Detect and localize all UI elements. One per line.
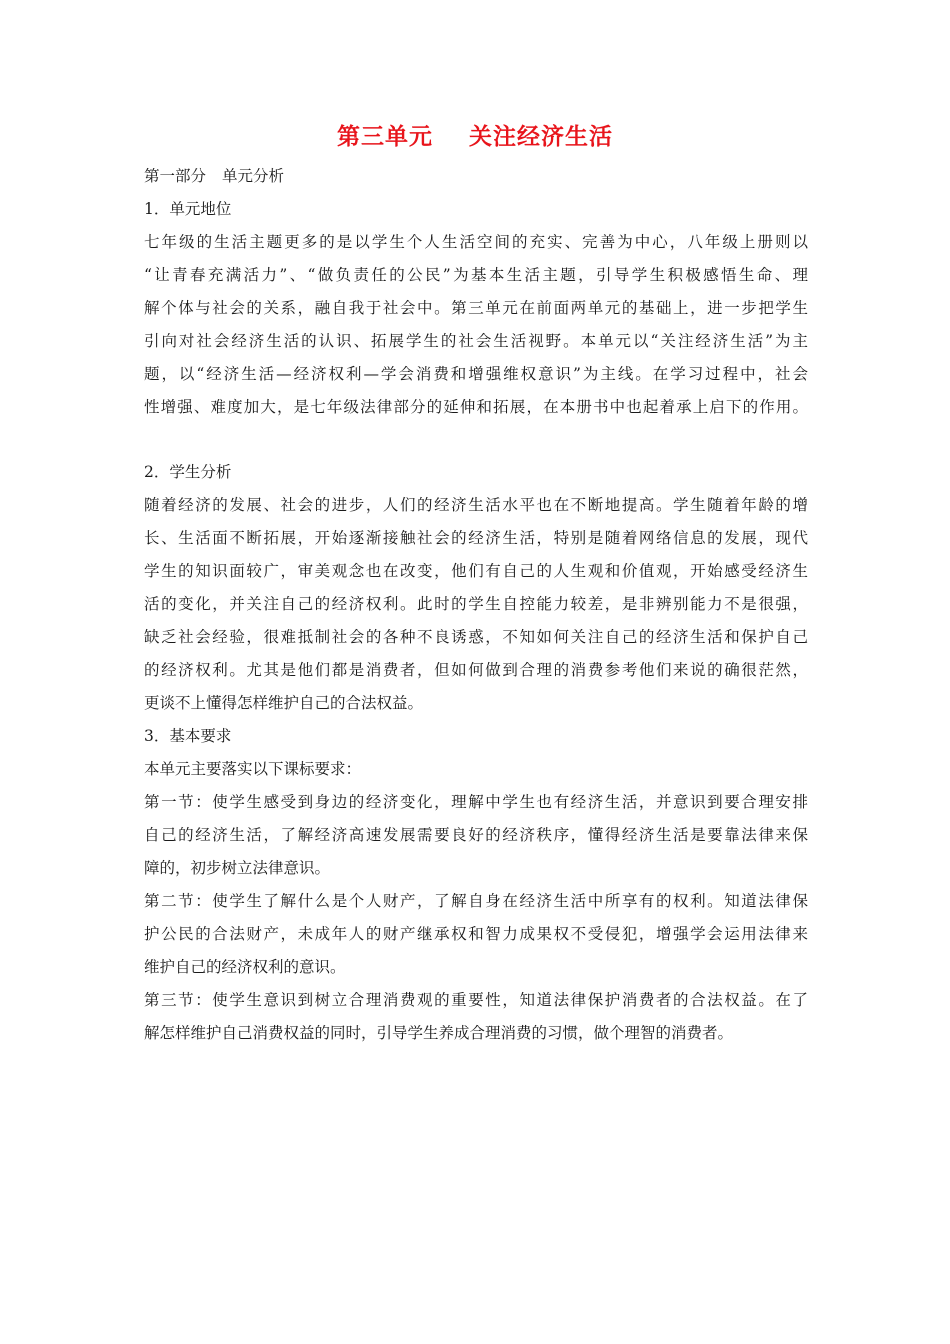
paragraph-line: 护公民的合法财产，未成年人的财产继承权和智力成果权不受侵犯，增强学会运用法律来 (144, 925, 808, 943)
paragraph-line: 第二节：使学生了解什么是个人财产，了解自身在经济生活中所享有的权利。知道法律保 (144, 892, 808, 910)
paragraph-line: 更谈不上懂得怎样维护自己的合法权益。 (144, 694, 424, 712)
paragraph-line: 性增强、难度加大，是七年级法律部分的延伸和拓展，在本册书中也起着承上启下的作用。 (144, 398, 808, 416)
paragraph-line: 活的变化，并关注自己的经济权利。此时的学生自控能力较差，是非辨别能力不是很强， (144, 595, 808, 613)
paragraph-line: 七年级的生活主题更多的是以学生个人生活空间的充实、完善为中心，八年级上册则以 (144, 233, 808, 251)
paragraph-line: 长、生活面不断拓展，开始逐渐接触社会的经济生活，特别是随着网络信息的发展，现代 (144, 529, 808, 547)
part-heading-text: 单元分析 (222, 167, 285, 185)
requirements-intro: 本单元主要落实以下课标要求： (144, 760, 362, 778)
section-heading-student-analysis: 2．学生分析 (144, 463, 232, 481)
title-topic: 关注经济生活 (469, 124, 613, 150)
paragraph-line: 缺乏社会经验，很难抵制社会的各种不良诱惑，不知如何关注自己的经济生活和保护自己 (144, 628, 808, 646)
paragraph-line: 学生的知识面较广，审美观念也在改变，他们有自己的人生观和价值观，开始感受经济生 (144, 562, 808, 580)
paragraph-line: 解个体与社会的关系，融自我于社会中。第三单元在前面两单元的基础上，进一步把学生 (144, 299, 808, 317)
paragraph-line: 题，以“经济生活—经济权利—学会消费和增强维权意识”为主线。在学习过程中，社会 (144, 365, 808, 383)
title-unit: 第三单元 (337, 124, 433, 150)
section-spacer (144, 424, 808, 456)
paragraph-line: 解怎样维护自己消费权益的同时，引导学生养成合理消费的习惯，做个理智的消费者。 (144, 1024, 734, 1042)
paragraph-line: 障的，初步树立法律意识。 (144, 859, 331, 877)
paragraph-line: 的经济权利。尤其是他们都是消费者，但如何做到合理的消费参考他们来说的确很茫然， (144, 661, 808, 679)
paragraph-line: 维护自己的经济权利的意识。 (144, 958, 346, 976)
part-heading (144, 160, 808, 193)
section-heading-basic-requirements: 3．基本要求 (144, 727, 232, 745)
paragraph-line: 第一节：使学生感受到身边的经济变化，理解中学生也有经济生活，并意识到要合理安排 (144, 793, 808, 811)
section-heading-unit-position: 1．单元地位 (144, 200, 232, 218)
paragraph-line: 随着经济的发展、社会的进步，人们的经济生活水平也在不断地提高。学生随着年龄的增 (144, 496, 808, 514)
document-body (144, 160, 808, 1050)
paragraph-line: 自己的经济生活，了解经济高速发展需要良好的经济秩序，懂得经济生活是要靠法律来保 (144, 826, 808, 844)
part-heading-number: 第一部分 (144, 167, 207, 185)
paragraph-line: “让青春充满活力”、“做负责任的公民”为基本生活主题，引导学生积极感悟生命、理 (144, 266, 808, 284)
paragraph-line: 第三节：使学生意识到树立合理消费观的重要性，知道法律保护消费者的合法权益。在了 (144, 991, 808, 1009)
page-title (0, 118, 950, 151)
paragraph-line: 引向对社会经济生活的认识、拓展学生的社会生活视野。本单元以“关注经济生活”为主 (144, 332, 808, 350)
